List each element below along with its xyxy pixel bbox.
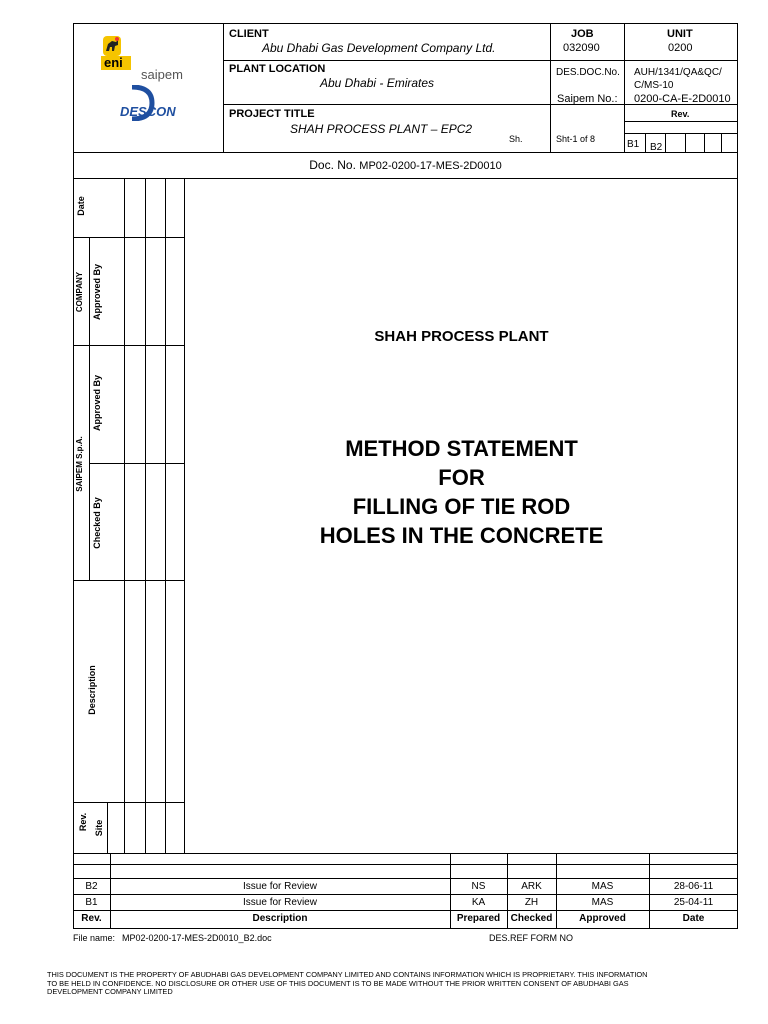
checked-by-label: Checked By [92, 497, 102, 549]
table-header: Rev. [81, 913, 102, 924]
table-header: Date [682, 913, 705, 924]
sheet-number: Sht-1 of 8 [556, 134, 596, 144]
client-value: Abu Dhabi Gas Development Company Ltd. [262, 41, 496, 55]
header-rule [73, 178, 738, 179]
unit-value: 0200 [668, 42, 693, 54]
table-header: Description [252, 913, 308, 924]
plant-heading: SHAH PROCESS PLANT [374, 328, 549, 345]
disclaimer-line: TO BE HELD IN CONFIDENCE. NO DISCLOSURE OR OTHER USE OF THIS DOCUMENT IS TO BE MADE WITHOUT THE PRIOR WRITTEN CONSENT OF ABUDHABI GAS [47, 978, 629, 988]
rev-b1: B1 [627, 139, 640, 150]
rev-b2: B2 [650, 142, 663, 153]
plant-location-label: PLANT LOCATION [229, 63, 326, 75]
side-rule [73, 853, 738, 854]
header-rule [624, 121, 738, 122]
rev-cell-divider [645, 133, 646, 152]
side-col [145, 178, 146, 853]
saipem-no-label: Saipem No.: [557, 93, 618, 105]
company-label: COMPANY [75, 271, 84, 313]
doc-number-value: MP02-0200-17-MES-2D0010 [359, 160, 502, 172]
des-doc-label: DES.DOC.No. [556, 67, 620, 78]
form-number: DES.REF FORM NO [489, 933, 574, 943]
rev-cell-divider [685, 133, 686, 152]
side-rule [73, 237, 184, 238]
des-doc-value-1: AUH/1341/QA&QC/ [634, 67, 722, 78]
disclaimer-line: DEVELOPMENT COMPANY LIMITED [47, 987, 173, 996]
table-cell: KA [471, 897, 486, 908]
job-label: JOB [571, 28, 594, 40]
project-title-label: PROJECT TITLE [229, 108, 315, 120]
project-title-value: SHAH PROCESS PLANT – EPC2 [290, 122, 473, 136]
table-cell: Issue for Review [243, 881, 317, 892]
table-cell: NS [471, 881, 486, 892]
table-cell: ZH [524, 897, 539, 908]
rev-cell-divider [665, 133, 666, 152]
doc-number [73, 158, 738, 172]
side-rule [73, 580, 184, 581]
file-name-label: File name: [73, 933, 116, 943]
table-cell: B1 [85, 897, 98, 908]
saipem-logo-text: saipem [141, 67, 183, 82]
table-cell: MAS [591, 881, 614, 892]
des-doc-value-2: C/MS-10 [634, 80, 674, 91]
eni-logo-text: eni [104, 55, 123, 70]
side-col [124, 178, 125, 853]
table-cell: MAS [591, 897, 614, 908]
plant-location-value: Abu Dhabi - Emirates [320, 76, 435, 90]
header-divider [550, 23, 551, 152]
table-cell: 28-06-11 [673, 881, 714, 892]
table-cell: ARK [521, 881, 542, 892]
rev-table-rule [73, 894, 738, 895]
table-cell: Issue for Review [243, 897, 317, 908]
header-rule [223, 60, 738, 61]
rev-label: Rev. [671, 109, 690, 119]
doc-number-label: Doc. No. [309, 158, 356, 172]
title-line: FOR [438, 465, 485, 490]
file-name-value: MP02-0200-17-MES-2D0010_B2.doc [122, 933, 272, 943]
header-rule [73, 152, 738, 153]
approved-by-label: Approved By [92, 264, 102, 321]
table-header: Checked [510, 913, 553, 924]
rev-side-label: Rev. [78, 812, 88, 832]
table-header: Prepared [456, 913, 501, 924]
side-rule [73, 345, 89, 346]
table-cell: B2 [85, 881, 98, 892]
disclaimer-line: THIS DOCUMENT IS THE PROPERTY OF ABUDHABI GAS DEVELOPMENT COMPANY LIMITED AND CONTAINS INFORMATION WHICH IS PROPRIETARY. THIS INFORMATION [47, 970, 648, 979]
saipem-no-value: 0200-CA-E-2D0010 [634, 93, 731, 105]
title-line: FILLING OF TIE ROD [352, 494, 571, 519]
table-header: Approved [579, 913, 626, 924]
side-rule [89, 345, 184, 346]
date-label: Date [76, 196, 86, 216]
title-line: METHOD STATEMENT [345, 436, 578, 461]
rev-table-rule [73, 910, 738, 911]
rev-cell-divider [704, 133, 705, 152]
side-col [165, 178, 166, 853]
unit-label: UNIT [667, 28, 693, 40]
description-label: Description [87, 665, 97, 715]
job-value: 032090 [563, 42, 600, 54]
client-label: CLIENT [229, 28, 269, 40]
site-label: Site [94, 819, 104, 837]
sh-label: Sh. [509, 134, 523, 144]
title-line: HOLES IN THE CONCRETE [319, 523, 604, 548]
approved-by-label: Approved By [92, 375, 102, 432]
side-col [107, 802, 108, 853]
header-divider [223, 23, 224, 152]
descon-logo-text: DESCON [120, 104, 176, 119]
rev-cell-rule [624, 133, 738, 134]
side-col [89, 237, 90, 580]
disclaimer [47, 971, 737, 997]
saipem-label: SAIPEM S.p.A. [75, 436, 84, 492]
rev-table-rule [73, 864, 738, 865]
eni-dog-logo-icon [103, 36, 121, 56]
rev-cell-divider [721, 133, 722, 152]
table-cell: 25-04-11 [673, 897, 714, 908]
document-title [185, 434, 738, 550]
side-rule [89, 463, 184, 464]
rev-table-rule [73, 878, 738, 879]
